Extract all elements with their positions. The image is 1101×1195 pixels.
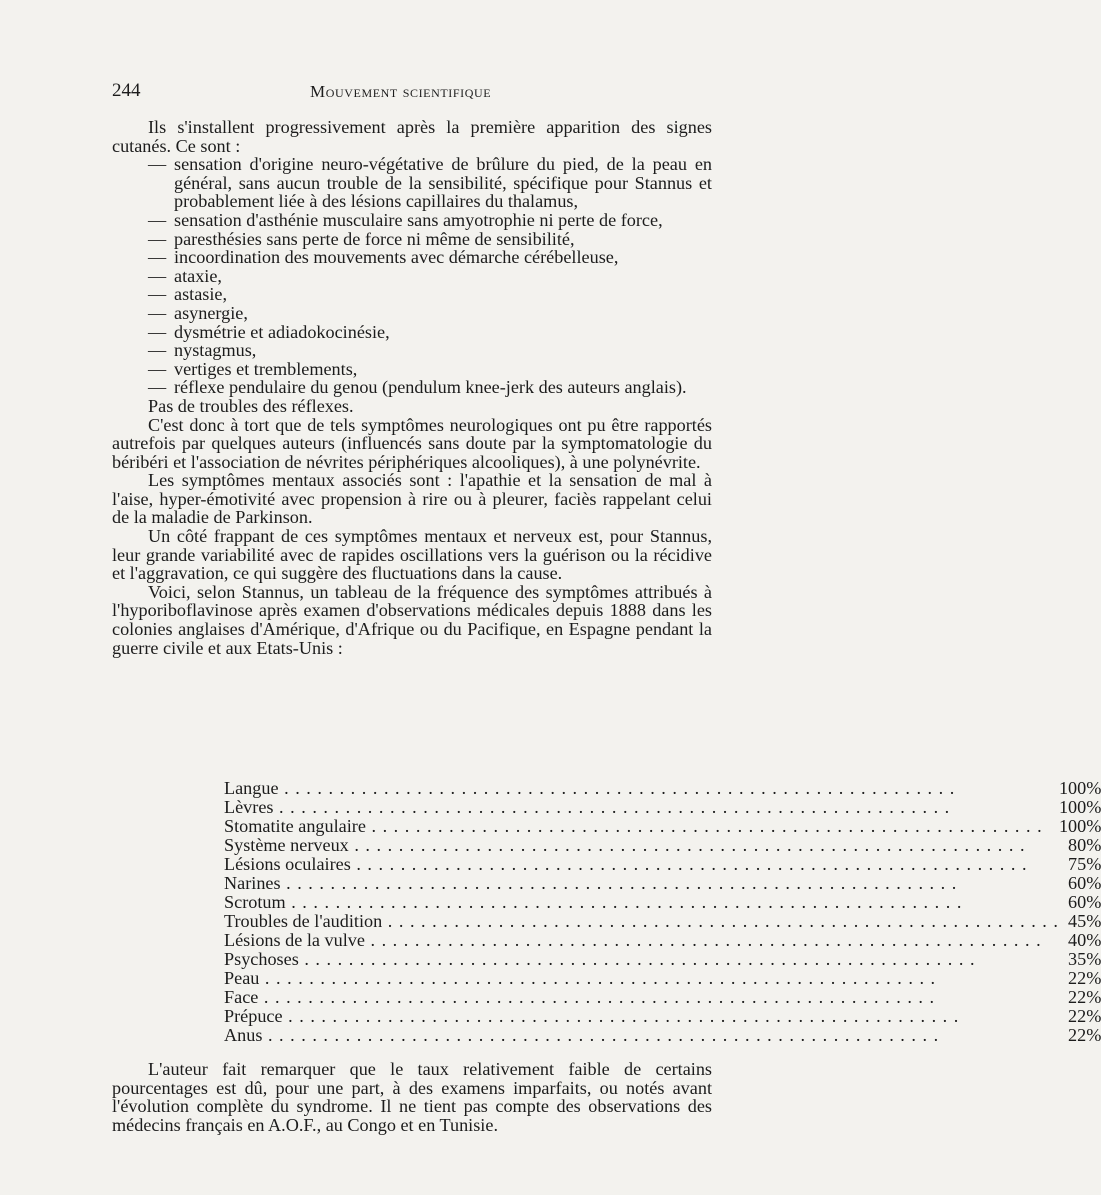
table-row: Face . . . 22 % [224, 988, 1101, 1007]
paragraph-mental-symptoms: Les symptômes mentaux associés sont : l'apathie et la sensation de mal à l'aise, hyper-émotivité avec propension à rire ou à pleurer, faciès rappelant celui de la maladie de Parkinson. [112, 470, 712, 528]
table-row: Lésions de la vulve . . . 40 % [224, 931, 1101, 950]
page-header [112, 80, 712, 102]
symptom-item: — asynergie, [148, 302, 248, 323]
symptom-item: — sensation d'origine neuro-végétative de brûlure du pied, de la peau en général, sans aucun trouble de la sensibilité, spécifique pour Stannus et probablement liée à des lésions capillaires du thalamus, [148, 154, 712, 212]
paragraph-polyneuritis: C'est donc à tort que de tels symptômes neurologiques ont pu être rapportés autrefois par quelques auteurs (influencés sans doute par la symptomatologie du béribéri et l'association de névrites périphériques alcooliques), à une polynévrite. [112, 414, 712, 472]
table-row: Narines . . . 60 % [224, 874, 1101, 893]
body-text [112, 118, 712, 657]
table-row: Psychoses . . . 35 % [224, 950, 1101, 969]
table-row: Anus . . . 22 % [224, 1026, 1101, 1045]
table-row: Scrotum . . . 60 % [224, 893, 1101, 912]
table-row: Prépuce . . . 22 % [224, 1007, 1101, 1026]
frequency-table [224, 779, 1101, 1045]
symptom-item: — ataxie, [148, 265, 222, 286]
intro-paragraph: Ils s'installent progressivement après la première apparition des signes cutanés. Ce sont : [112, 117, 712, 156]
closing-paragraph: L'auteur fait remarquer que le taux relativement faible de certains pourcentages est dû, pour une part, à des examens imparfaits, ou notés avant l'évolution complète du syndrome. Il ne tient pas compte des observations des médecins français en A.O.F., au Congo et en Tunisie. [112, 1059, 712, 1135]
symptom-item: — sensation d'asthénie musculaire sans amyotrophie ni perte de force, [148, 209, 663, 230]
symptom-item: — nystagmus, [148, 340, 257, 361]
table-row: Peau . . . 22 % [224, 969, 1101, 988]
symptom-item: — dysmétrie et adiadokocinésie, [148, 321, 390, 342]
symptom-item: — incoordination des mouvements avec démarche cérébelleuse, [148, 247, 619, 268]
paragraph-table-intro: Voici, selon Stannus, un tableau de la fréquence des symptômes attribués à l'hyporiboflavinose après examen d'observations médicales depuis 1888 dans les colonies anglaises d'Amérique, d'Afrique ou du Pacifique, en Espagne pendant la guerre civile et aux Etats-Unis : [112, 581, 712, 658]
table-row: Langue . . . 100 % [224, 779, 1101, 798]
symptom-item: — paresthésies sans perte de force ni même de sensibilité, [148, 228, 575, 249]
paragraph-variability: Un côté frappant de ces symptômes mentaux et nerveux est, pour Stannus, leur grande variabilité avec de rapides oscillations vers la guérison ou la récidive et l'aggravation, ce qui suggère des fluctuations dans la cause. [112, 526, 712, 584]
running-title: Mouvement scientifique [310, 82, 492, 101]
symptom-item: — vertiges et tremblements, [148, 358, 358, 379]
symptom-item: — réflexe pendulaire du genou (pendulum knee-jerk des auteurs anglais). [148, 377, 687, 398]
table-row: Lèvres . . . 100 % [224, 798, 1101, 817]
table-row: Stomatite angulaire . . . 100 % [224, 817, 1101, 836]
table-row: Troubles de l'audition . . . 45 % [224, 912, 1101, 931]
paragraph-reflexes: Pas de troubles des réflexes. [148, 395, 354, 416]
page-number: 244 [112, 80, 141, 101]
table-row: Système nerveux . . . 80 % [224, 836, 1101, 855]
symptom-list [112, 155, 712, 397]
table-row: Lésions oculaires . . . 75 % [224, 855, 1101, 874]
symptom-item: — astasie, [148, 284, 228, 305]
